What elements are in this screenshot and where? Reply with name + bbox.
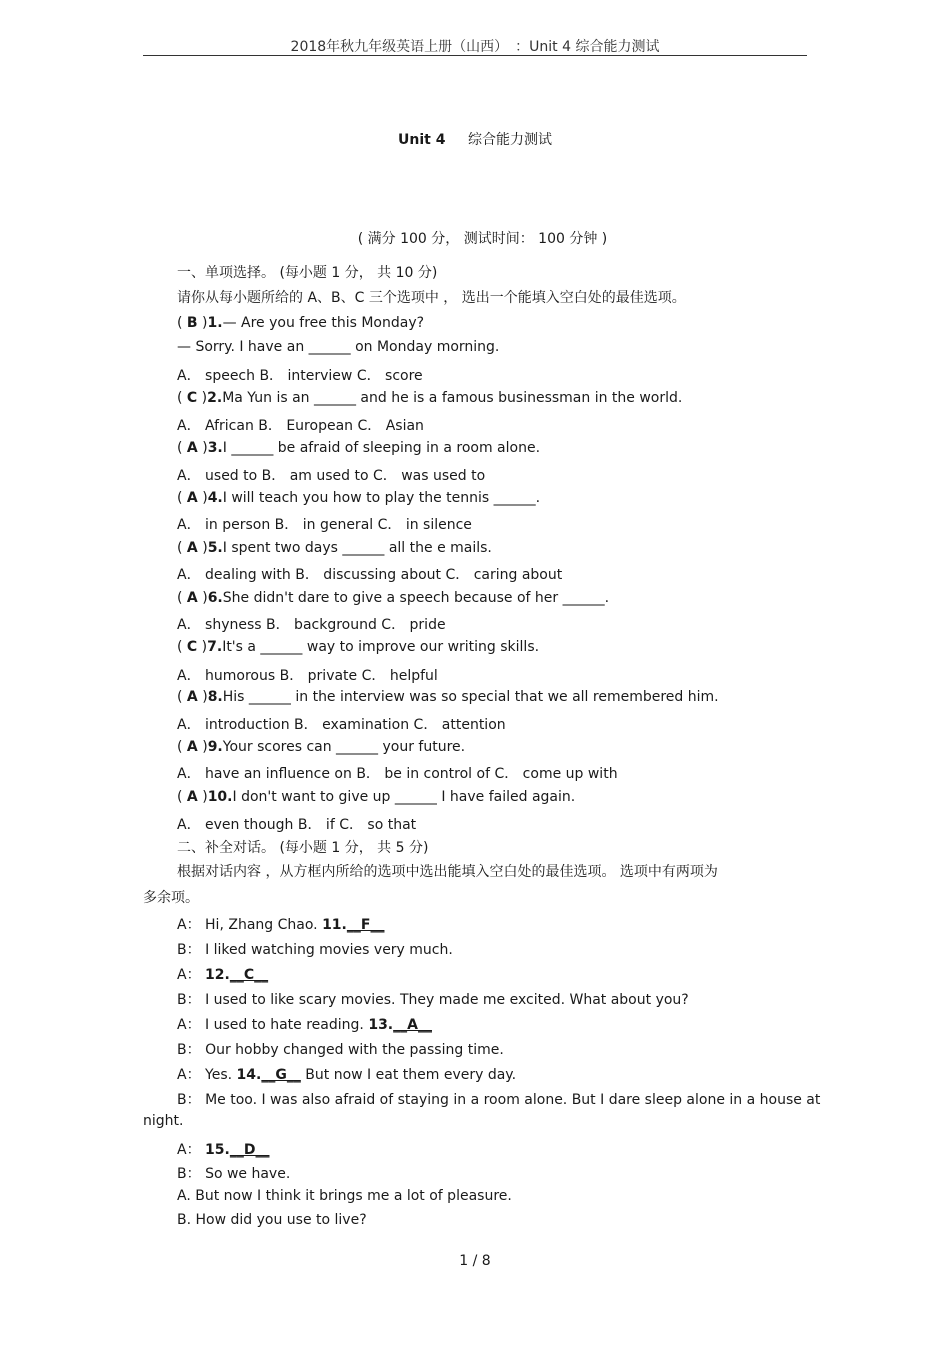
question-4: ( A )4.I will teach you how to play the tennis ______. [177,490,541,506]
dialogue-line-cont: night. [143,1113,184,1129]
question-stem: I will teach you how to play the tennis ______. [222,490,541,506]
blank-answer: __G__ [261,1067,301,1083]
question-stem: I ______ be afraid of sleeping in a room alone. [222,440,541,456]
answer-7: C [186,639,198,655]
dialogue-line [177,1163,290,1183]
blank-answer: __F__ [346,917,385,933]
title-cn: 综合能力测试 [467,132,552,148]
question-stem: She didn't dare to give a speech because of her ______. [222,590,610,606]
question-number: 7. [207,639,223,655]
answer-5: A [186,540,198,556]
question-10: ( A )10.I don't want to give up ______ I have failed again. [177,789,576,805]
question-number: 1. [207,315,223,331]
choice-b: B. How did you use to live? [177,1212,367,1228]
question-2-options: A． African B． European C． Asian [177,418,424,434]
question-8-options: A． introduction B． examination C． attention [177,717,506,733]
dialogue-line [177,1139,269,1159]
speaker: A： [177,1142,201,1158]
question-number: 2. [207,390,223,406]
answer-3: A [186,440,198,456]
dialogue-line [177,989,689,1009]
blank-number: 11. [322,917,347,933]
question-6-options: A． shyness B． background C． pride [177,617,446,633]
dialogue-text: Our hobby changed with the passing time. [205,1042,504,1058]
question-1-stem2: — Sorry. I have an ______ on Monday morning. [177,339,500,355]
dialogue-line [177,1089,820,1109]
dialogue-text: Yes. [205,1067,237,1083]
blank-number: 12. [205,967,230,983]
blank-number: 15. [205,1142,230,1158]
question-9: ( A )9.Your scores can ______ your future. [177,739,466,755]
question-number: 5. [207,540,223,556]
section1-instruction: 请你从每小题所给的 A、B、C 三个选项中 ， 选出一个能填入空白处的最佳选项。 [177,290,686,306]
dialogue-text: I used to like scary movies. They made me excited. What about you? [205,992,689,1008]
answer-8: A [186,689,198,705]
dialogue-text: I used to hate reading. [205,1017,369,1033]
blank-answer: __A__ [393,1017,432,1033]
question-8: ( A )8.His ______ in the interview was so special that we all remembered him. [177,689,719,705]
score-info: ( 满分 100 分， 测试时间： 100 分钟 ) [357,231,608,247]
dialogue-line [177,1064,516,1084]
running-header: 2018年秋九年级英语上册（山西） ：Unit 4 综合能力测试 [290,39,660,55]
title-en: Unit 4 [398,132,446,148]
blank-answer: __C__ [229,967,269,983]
blank-answer: __D__ [229,1142,270,1158]
section2-instruction: 根据对话内容 ，从方框内所给的选项中选出能填入空白处的最佳选项。 选项中有两项为 [177,864,718,880]
speaker: B： [177,1166,201,1182]
speaker: B： [177,992,201,1008]
question-7-options: A． humorous B． private C． helpful [177,668,438,684]
section2-instruction-cont: 多余项。 [143,890,199,906]
answer-6: A [186,590,198,606]
page-title [0,129,950,149]
question-3: ( A )3.I ______ be afraid of sleeping in a room alone. [177,440,541,456]
question-stem: It's a ______ way to improve our writing skills. [222,639,540,655]
dialogue-line [177,1039,504,1059]
speaker: B： [177,1092,201,1108]
speaker: B： [177,942,201,958]
question-number: 10. [207,789,233,805]
question-1-options: A． speech B． interview C． score [177,368,423,384]
section2-heading: 二、补全对话。 (每小题 1 分， 共 5 分) [177,840,429,856]
dialogue-line [177,939,453,959]
dialogue-text: So we have. [205,1166,291,1182]
dialogue-text: Hi, Zhang Chao. [205,917,323,933]
question-5: ( A )5.I spent two days ______ all the e mails. [177,540,492,556]
question-number: 8. [207,689,223,705]
question-4-options: A． in person B． in general C． in silence [177,517,472,533]
answer-4: A [186,490,198,506]
blank-number: 14. [236,1067,262,1083]
dialogue-text: But now I eat them every day. [300,1067,517,1083]
question-2: ( C )2.Ma Yun is an ______ and he is a famous businessman in the world. [177,390,683,406]
question-6: ( A )6.She didn't dare to give a speech because of her ______. [177,590,610,606]
question-stem: His ______ in the interview was so special that we all remembered him. [222,689,719,705]
section1-heading: 一、单项选择。 (每小题 1 分， 共 10 分) [177,265,438,281]
answer-10: A [186,789,198,805]
question-1: ( B )1.— Are you free this Monday? [177,315,425,331]
question-stem: — Are you free this Monday? [222,315,425,331]
question-5-options: A． dealing with B． discussing about C． caring about [177,567,563,583]
question-3-options: A． used to B． am used to C． was used to [177,468,486,484]
blank-number: 13. [368,1017,394,1033]
answer-1: B [186,315,198,331]
header-rule [143,55,807,56]
speaker: A： [177,1067,201,1083]
dialogue-line [177,1014,432,1034]
dialogue-line [177,914,384,934]
dialogue-text: Me too. I was also afraid of staying in a room alone. But I dare sleep alone in a house at [205,1092,821,1108]
question-stem: I spent two days ______ all the e mails. [222,540,492,556]
question-number: 4. [207,490,223,506]
question-number: 6. [207,590,223,606]
answer-2: C [186,390,198,406]
answer-9: A [186,739,198,755]
speaker: A： [177,917,201,933]
speaker: B： [177,1042,201,1058]
speaker: A： [177,1017,201,1033]
choice-a: A. But now I think it brings me a lot of pleasure. [177,1188,512,1204]
page-number: 1 / 8 [459,1253,491,1269]
question-stem: Your scores can ______ your future. [222,739,466,755]
question-7: ( C )7.It's a ______ way to improve our writing skills. [177,639,540,655]
question-stem: I don't want to give up ______ I have failed again. [232,789,576,805]
dialogue-line [177,964,268,984]
question-stem: Ma Yun is an ______ and he is a famous businessman in the world. [222,390,683,406]
question-10-options: A． even though B． if C． so that [177,817,417,833]
dialogue-text: I liked watching movies very much. [205,942,453,958]
question-number: 9. [207,739,223,755]
speaker: A： [177,967,201,983]
question-number: 3. [207,440,223,456]
question-9-options: A． have an influence on B． be in control of C． come up with [177,766,618,782]
